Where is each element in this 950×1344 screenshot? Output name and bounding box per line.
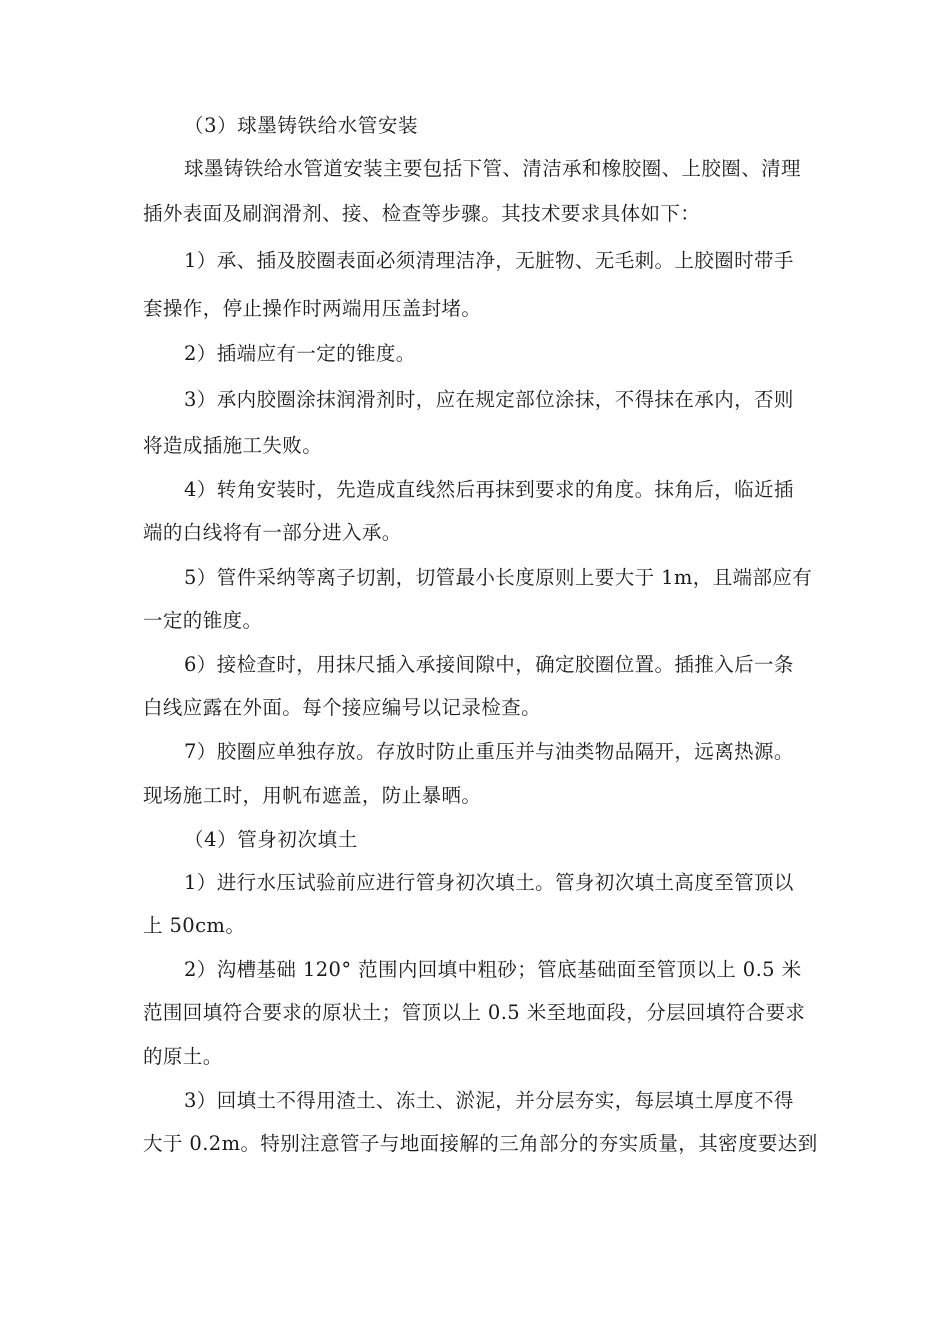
list-item-line: 现场施工时，用帆布遮盖，防止暴晒。 [143, 784, 482, 807]
section-heading-initial-backfill: （4）管身初次填土 [184, 828, 358, 851]
list-item-line: 大于 0.2m。特别注意管子与地面接解的三角部分的夯实质量，其密度要达到 [143, 1132, 818, 1155]
list-item-line: 1）承、插及胶圈表面必须清理洁净，无脏物、无毛刺。上胶圈时带手 [184, 249, 794, 272]
list-item-line: 1）进行水压试验前应进行管身初次填土。管身初次填土高度至管顶以 [184, 871, 794, 894]
paragraph-line: 球墨铸铁给水管道安装主要包括下管、清洁承和橡胶圈、上胶圈、清理 [184, 157, 801, 180]
section-heading-ductile-iron-pipe-installation: （3）球墨铸铁给水管安装 [184, 114, 419, 137]
list-item-line: 端的白线将有一部分进入承。 [143, 521, 402, 544]
list-item-line: 将造成插施工失败。 [143, 434, 323, 457]
paragraph-line: 插外表面及刷润滑剂、接、检查等步骤。其技术要求具体如下： [143, 202, 701, 225]
list-item-line: 套操作，停止操作时两端用压盖封堵。 [143, 297, 482, 320]
list-item-line: 一定的锥度。 [143, 609, 263, 632]
list-item-line: 6）接检查时，用抹尺插入承接间隙中，确定胶圈位置。插推入后一条 [184, 653, 794, 676]
list-item-line: 上 50cm。 [143, 914, 246, 937]
list-item-line: 2）沟槽基础 120° 范围内回填中粗砂；管底基础面至管顶以上 0.5 米 [184, 958, 802, 981]
list-item-line: 7）胶圈应单独存放。存放时防止重压并与油类物品隔开，远离热源。 [184, 740, 794, 763]
list-item-line: 的原土。 [143, 1045, 223, 1068]
list-item-line: 白线应露在外面。每个接应编号以记录检查。 [143, 696, 542, 719]
list-item-line: 4）转角安装时，先造成直线然后再抹到要求的角度。抹角后，临近插 [184, 478, 794, 501]
list-item-line: 2）插端应有一定的锥度。 [184, 342, 416, 365]
list-item-line: 范围回填符合要求的原状土；管顶以上 0.5 米至地面段，分层回填符合要求 [143, 1001, 806, 1024]
list-item-line: 3）回填土不得用渣土、冻土、淤泥，并分层夯实，每层填土厚度不得 [184, 1089, 794, 1112]
list-item-line: 5）管件采纳等离子切割，切管最小长度原则上要大于 1m，且端部应有 [184, 566, 813, 589]
list-item-line: 3）承内胶圈涂抹润滑剂时，应在规定部位涂抹，不得抹在承内，否则 [184, 388, 794, 411]
